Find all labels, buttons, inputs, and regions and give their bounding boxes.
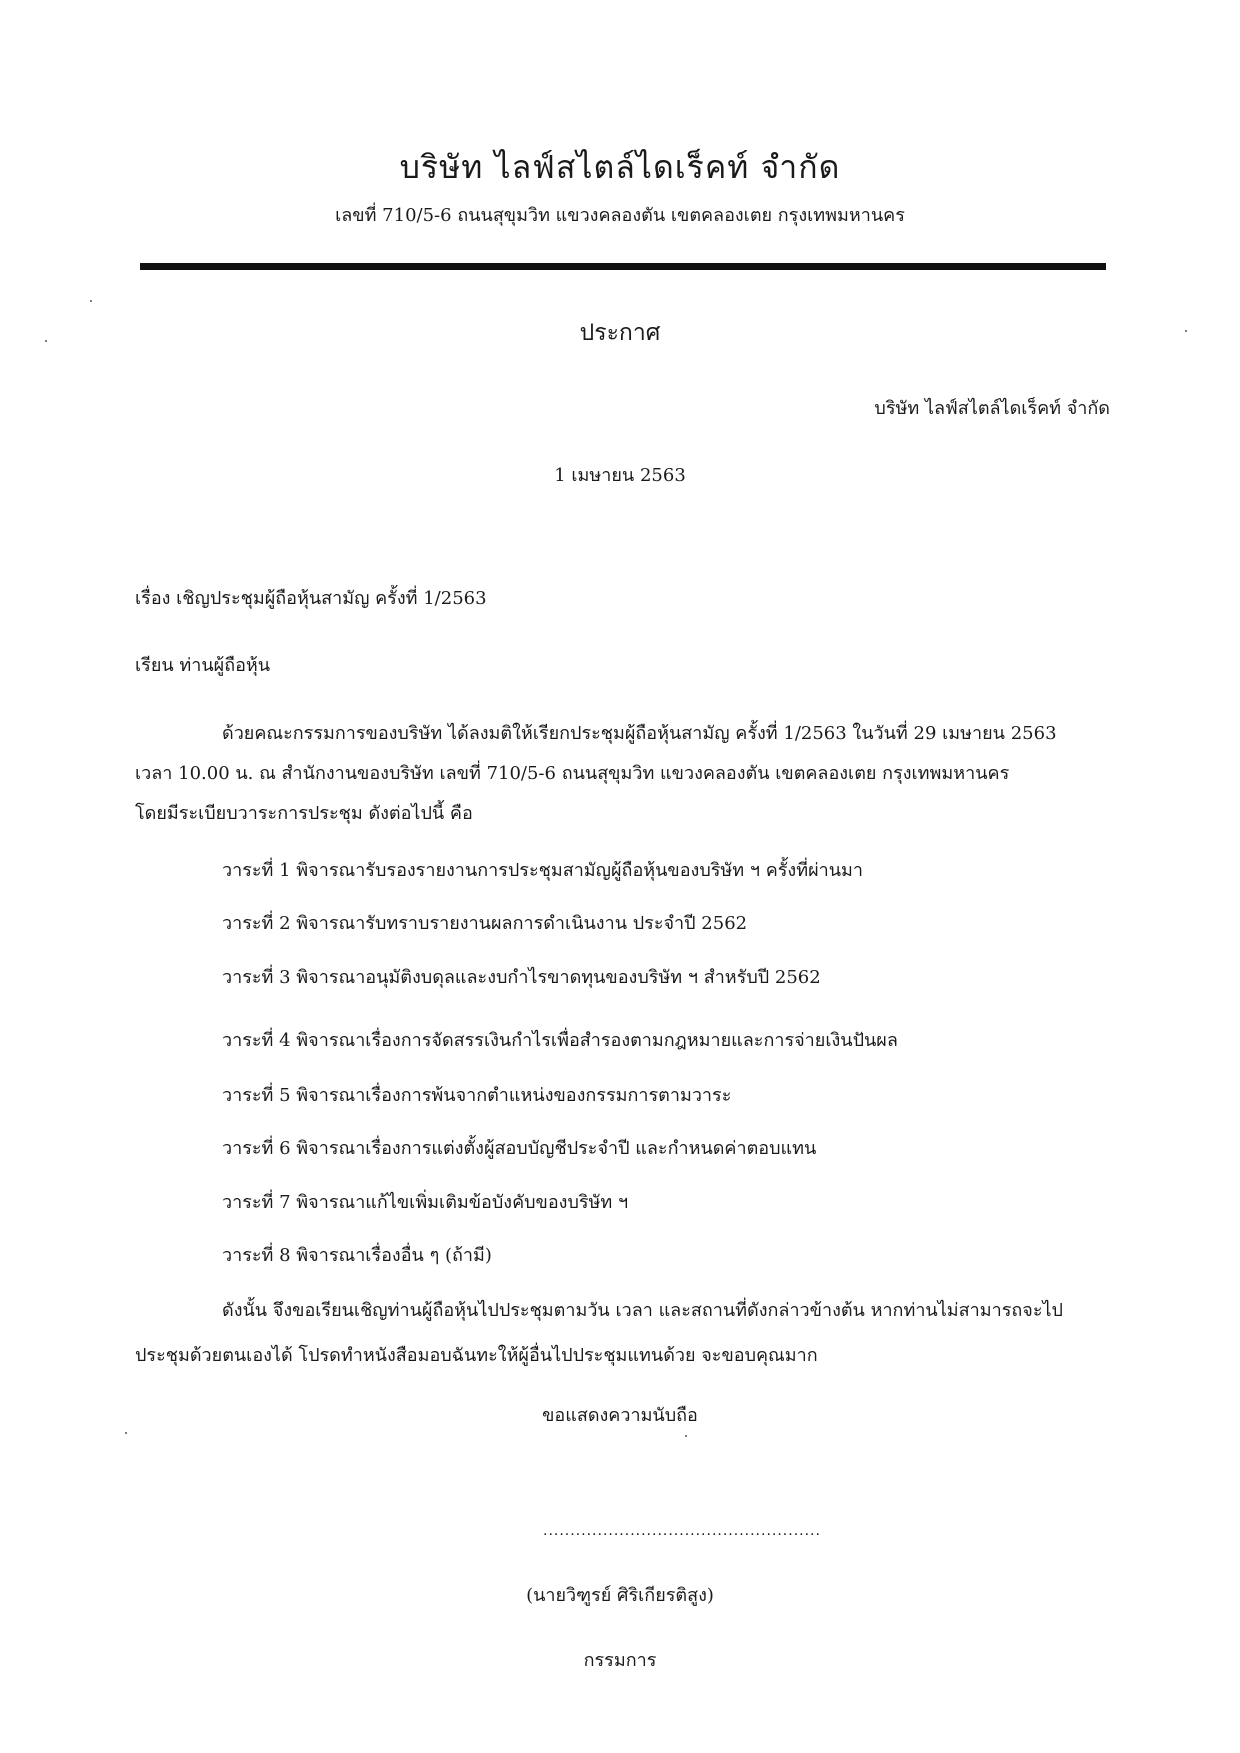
header-divider — [140, 263, 1106, 270]
company-name: บริษัท ไลฟ์สไตล์ไดเร็คท์ จำกัด — [399, 148, 841, 186]
invitation-line: ประชุมด้วยตนเองได้ โปรดทำหนังสือมอบฉันทะให้ผู้อื่นไปประชุมแทนด้วย จะขอบคุณมาก — [135, 1345, 818, 1366]
agenda-item: วาระที่ 8 พิจารณาเรื่องอื่น ๆ (ถ้ามี) — [222, 1245, 492, 1266]
scan-speck — [1185, 330, 1187, 332]
document-type: ประกาศ — [579, 320, 661, 346]
signature-line: ................................................... — [543, 1523, 821, 1539]
scan-speck — [90, 300, 92, 302]
scan-speck — [685, 1435, 687, 1437]
invitation-line: ดังนั้น จึงขอเรียนเชิญท่านผู้ถือหุ้นไปประชุมตามวัน เวลา และสถานที่ดังกล่าวข้างต้น หากท่านไม่สามารถจะไป — [222, 1300, 1063, 1321]
scan-speck — [125, 1432, 127, 1434]
signatory-name: (นายวิฑูรย์ ศิริเกียรติสูง) — [526, 1585, 714, 1606]
agenda-item: วาระที่ 5 พิจารณาเรื่องการพ้นจากตำแหน่งของกรรมการตามวาระ — [222, 1085, 732, 1106]
scan-speck — [45, 340, 47, 342]
salutation: เรียน ท่านผู้ถือหุ้น — [135, 655, 271, 676]
closing-phrase: ขอแสดงความนับถือ — [542, 1405, 698, 1426]
intro-line: เวลา 10.00 น. ณ สำนักงานของบริษัท เลขที่ 710/5-6 ถนนสุขุมวิท แขวงคลองตัน เขตคลองเตย กรุงเทพมหานคร — [135, 763, 1010, 784]
issuer: บริษัท ไลฟ์สไตล์ไดเร็คท์ จำกัด — [874, 398, 1110, 419]
agenda-item: วาระที่ 7 พิจารณาแก้ไขเพิ่มเติมข้อบังคับของบริษัท ฯ — [222, 1192, 629, 1213]
intro-line: โดยมีระเบียบวาระการประชุม ดังต่อไปนี้ คือ — [135, 803, 473, 824]
agenda-item: วาระที่ 2 พิจารณารับทราบรายงานผลการดำเนินงาน ประจำปี 2562 — [222, 913, 748, 934]
agenda-item: วาระที่ 6 พิจารณาเรื่องการแต่งตั้งผู้สอบบัญชีประจำปี และกำหนดค่าตอบแทน — [222, 1138, 817, 1159]
agenda-item: วาระที่ 4 พิจารณาเรื่องการจัดสรรเงินกำไรเพื่อสำรองตามกฎหมายและการจ่ายเงินปันผล — [222, 1030, 898, 1051]
signatory-title: กรรมการ — [583, 1650, 657, 1671]
subject-line: เรื่อง เชิญประชุมผู้ถือหุ้นสามัญ ครั้งที่ 1/2563 — [135, 588, 487, 609]
intro-line: ด้วยคณะกรรมการของบริษัท ได้ลงมติให้เรียกประชุมผู้ถือหุ้นสามัญ ครั้งที่ 1/2563 ในวันที่ 29 เมษายน 2563 — [222, 723, 1057, 744]
company-address: เลขที่ 710/5-6 ถนนสุขุมวิท แขวงคลองตัน เขตคลองเตย กรุงเทพมหานคร — [335, 205, 905, 226]
document-date: 1 เมษายน 2563 — [554, 465, 686, 486]
agenda-item: วาระที่ 3 พิจารณาอนุมัติงบดุลและงบกำไรขาดทุนของบริษัท ฯ สำหรับปี 2562 — [222, 967, 821, 988]
agenda-item: วาระที่ 1 พิจารณารับรองรายงานการประชุมสามัญผู้ถือหุ้นของบริษัท ฯ ครั้งที่ผ่านมา — [222, 860, 864, 881]
